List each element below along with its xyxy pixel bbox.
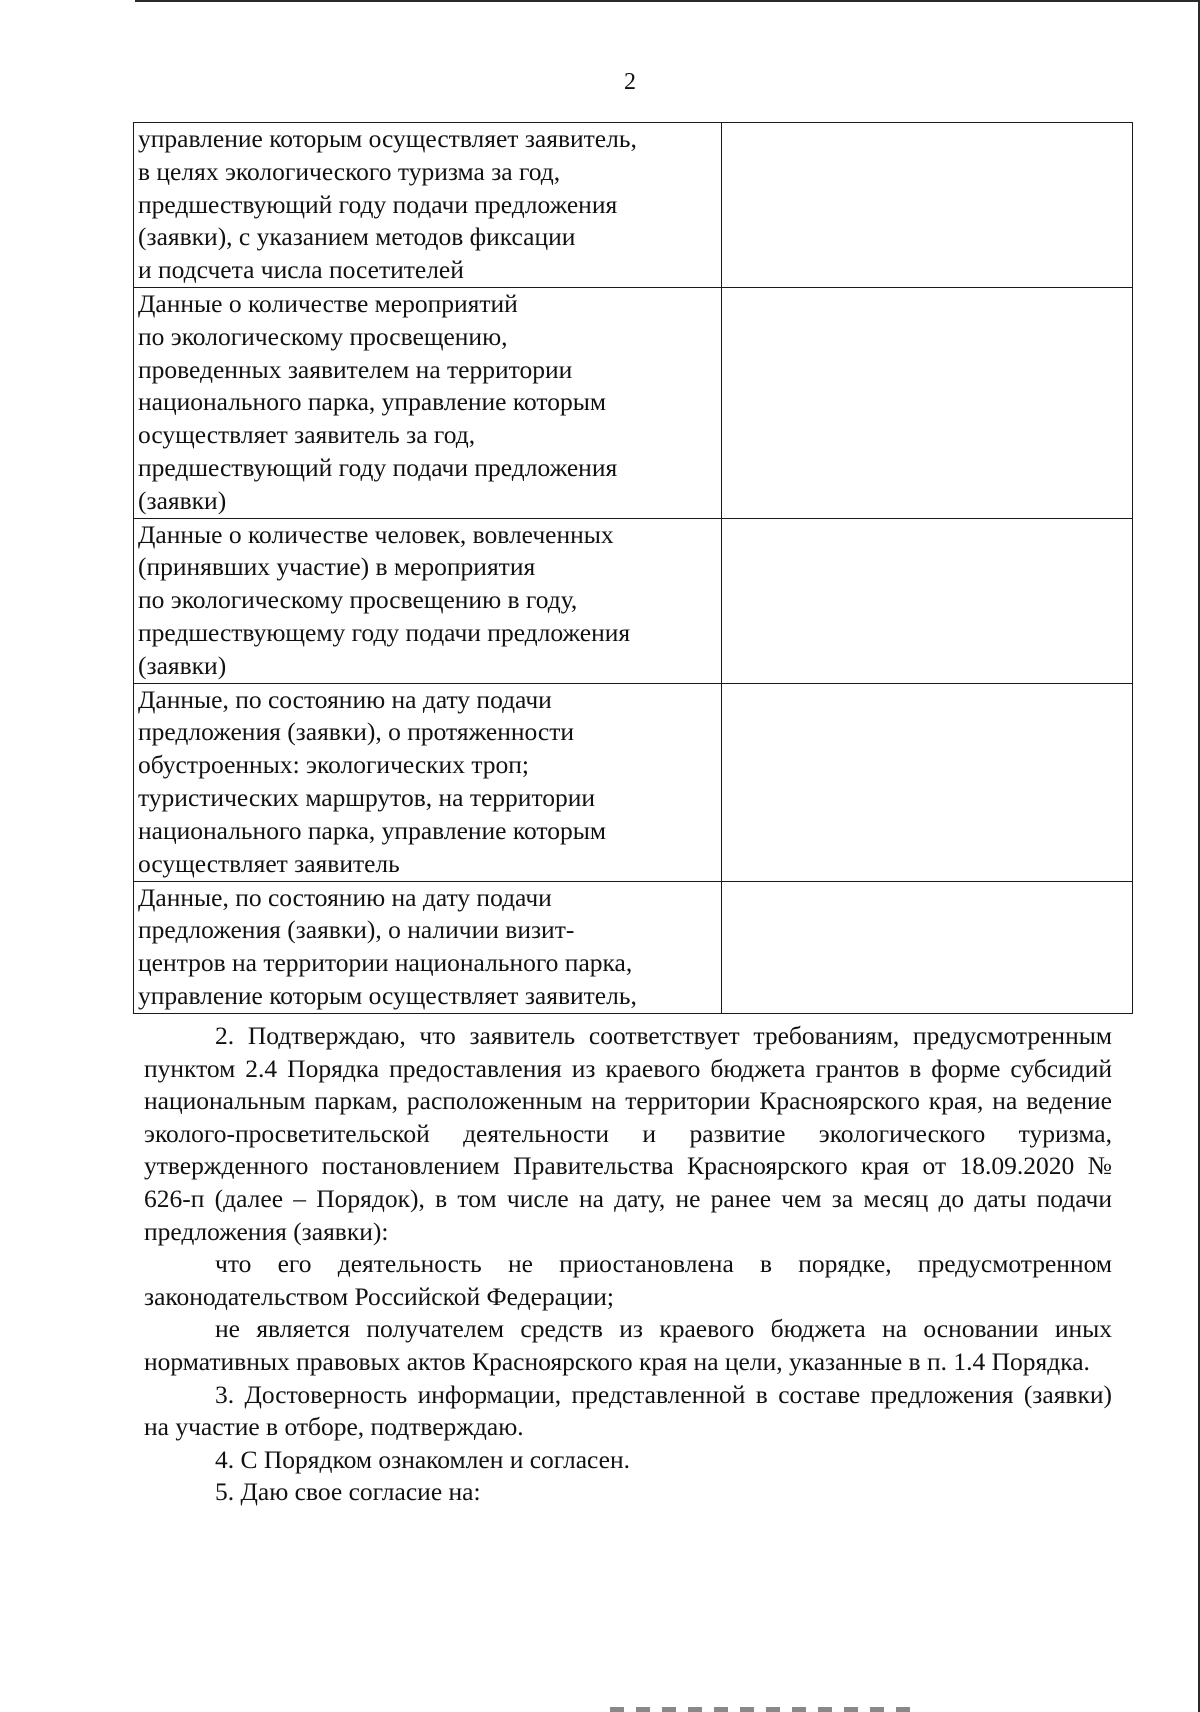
document-body (144, 1020, 1112, 1509)
row-value-cell (722, 288, 1133, 519)
row-description-text: Данные о количестве человек, вовлеченных (принявших участие) в мероприятия по экологическому просвещению в году, предшествующему году подачи предложения (заявки) (138, 519, 631, 680)
paragraph-reliability: 3. Достоверность информации, представленной в составе предложения (заявки) на участие в отборе, подтверждаю. (144, 1379, 1112, 1442)
row-description-text: Данные о количестве мероприятий по экологическому просвещению, проведенных заявителем на территории национального парка, управление которым осуществляет заявитель за год, предшествующий году подачи предложения (заявки) (138, 289, 618, 515)
row-description-text: Данные, по состоянию на дату подачи предложения (заявки), о протяженности обустроенных: экологических троп; туристических маршрутов, на территории национального парка, управление которым осуществляет заявитель (138, 684, 606, 878)
row-description-cell (134, 881, 722, 1013)
row-description-cell (134, 288, 722, 519)
paragraph-not-suspended: что его деятельность не приостановлена в порядке, предусмотренном законодательством Российской Федерации; (144, 1249, 1112, 1311)
scan-bottom-marks (610, 1707, 910, 1712)
row-value-cell (722, 123, 1133, 288)
scan-edge-top (135, 0, 1200, 2)
row-value-cell (722, 683, 1133, 881)
row-description-text: управление которым осуществляет заявитель, в целях экологического туризма за год, предшествующий году подачи предложения (заявки), с указанием методов фиксации и подсчета числа посетителей (138, 124, 637, 285)
row-description-cell (134, 683, 722, 881)
table-row (134, 288, 1133, 519)
row-description-text: Данные, по состоянию на дату подачи предложения (заявки), о наличии визит- центров на территории национального парка, управление которым осуществляет заявитель, (138, 882, 637, 1010)
row-value-cell (722, 518, 1133, 683)
row-description-cell (134, 123, 722, 288)
row-value-cell (722, 881, 1133, 1013)
row-description-cell (134, 518, 722, 683)
table-row (134, 518, 1133, 683)
table-row (134, 123, 1133, 288)
paragraph-consent: 5. Даю свое согласие на: (215, 1477, 481, 1507)
paragraph-acquainted: 4. С Порядком ознакомлен и согласен. (215, 1444, 630, 1474)
page-number: 2 (624, 69, 636, 95)
paragraph-not-recipient: не является получателем средств из краевого бюджета на основании иных нормативных правовых актов Красноярского края на цели, указанные в п. 1.4 Порядка. (144, 1314, 1112, 1376)
table-row (134, 881, 1133, 1013)
table-row (134, 683, 1133, 881)
paragraph-confirmation: 2. Подтверждаю, что заявитель соответствует требованиям, предусмотренным пунктом 2.4 Порядка предоставления из краевого бюджета грантов в форме субсидий национальным паркам, расположенным на территории Красноярского края, на ведение эколого-просветительской деятельности и развитие экологического туризма, утвержденного постановлением Правительства Красноярского края от 18.09.2020 № 626-п (далее – Порядок), в том числе на дату, не ранее чем за месяц до даты подачи предложения (заявки): (144, 1021, 1112, 1246)
criteria-table (133, 122, 1133, 1014)
